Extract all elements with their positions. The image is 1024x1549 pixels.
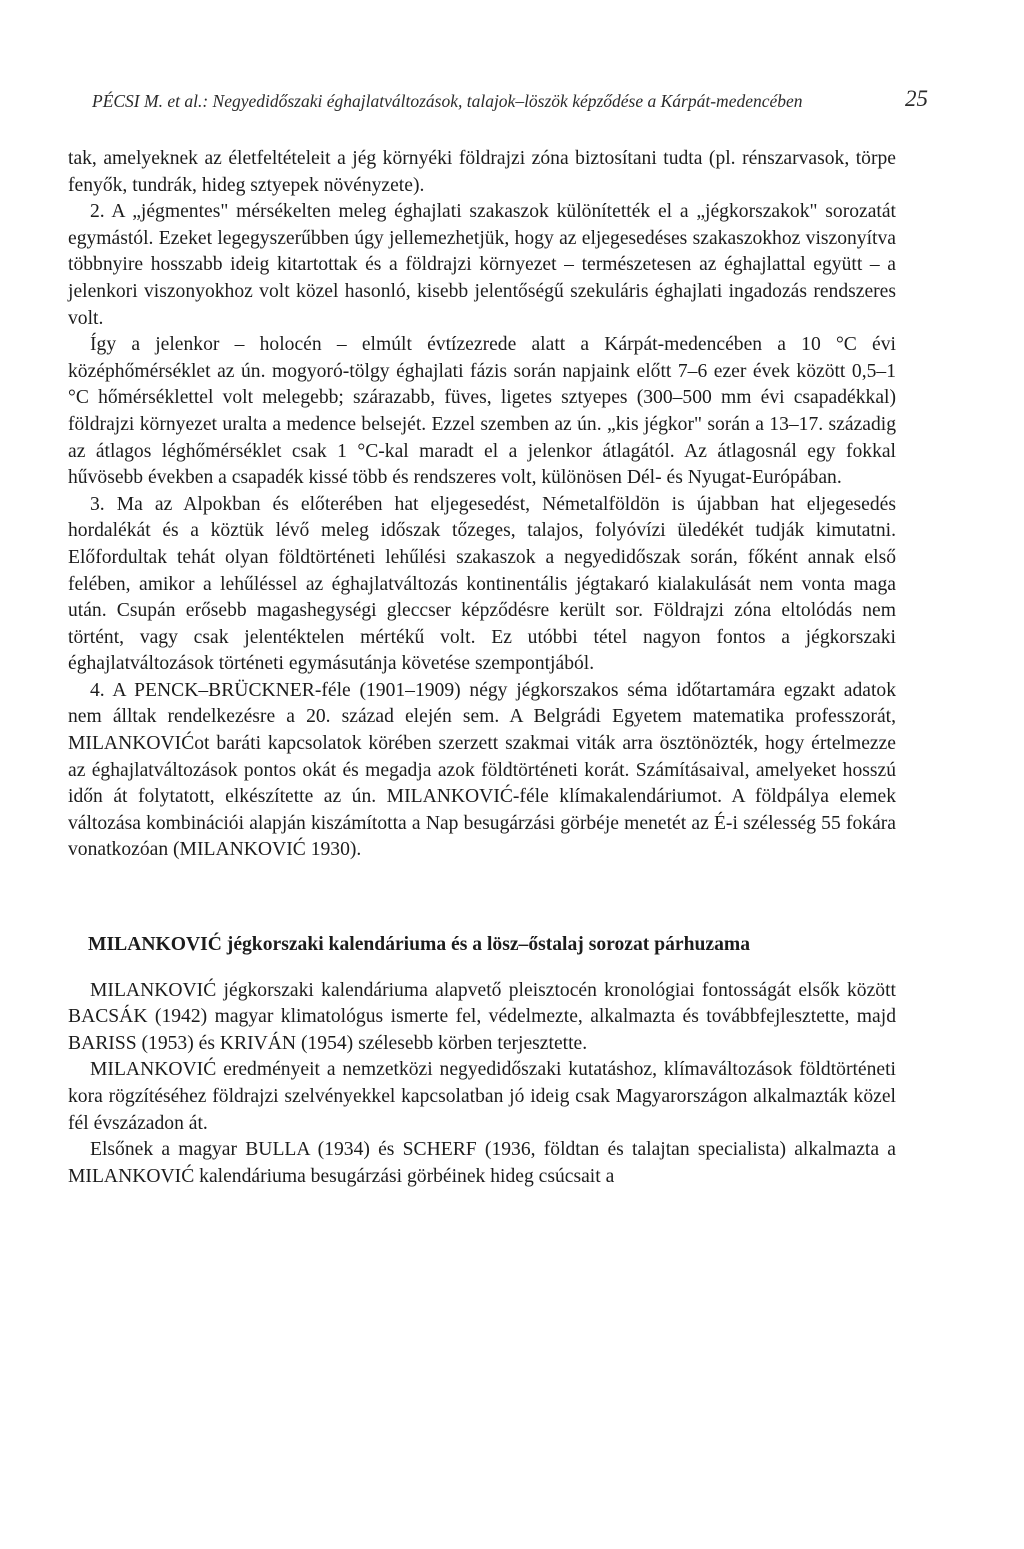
body-text (68, 146, 896, 1190)
paragraph: MILANKOVIĆ eredményeit a nemzetközi negyedidőszaki kutatáshoz, klímaváltozások földtörténeti kora rögzítéséhez földrajzi szelvényekkel kapcsolatban jó ideig csak Magyarországon alkalmazták közel fél évszázadon át. (68, 1059, 896, 1134)
paragraph: 3. Ma az Alpokban és előterében hat eljegesedést, Németalföldön is újabban hat eljegesedés hordalékát és a köztük lévő meleg időszak tőzeges, talajos, folyóvízi üledékét tudják kimutatni. Előfordultak tehát olyan földtörténeti lehűlési szakaszok a negyedidőszak során, főként annak első felében, amikor a lehűléssel az éghajlatváltozás kontinentális jégtakaró kialakulását nem vonta maga után. Csupán erősebb magashegységi gleccser képződésre került sor. Földrajzi zóna eltolódás nem történt, vagy csak jelentéktelen mértékű volt. Ez utóbbi tétel nagyon fontos a jégkorszaki éghajlatváltozások történeti egymásutánja követése szempontjából. (68, 493, 896, 675)
running-header-text: PÉCSI M. et al.: Negyedidőszaki éghajlatváltozások, talajok–löszök képződése a Kárpát-medencében (92, 91, 803, 111)
paragraph: Elsőnek a magyar BULLA (1934) és SCHERF (1936, földtan és talajtan specialista) alkalmazta a MILANKOVIĆ kalendáriuma besugárzási görbéinek hideg csúcsait a (68, 1139, 896, 1187)
paragraph: Így a jelenkor – holocén – elmúlt évtízezrede alatt a Kárpát-medencében a 10 °C évi középhőmérséklet az ún. mogyoró-tölgy éghajlati fázis során napjaink előtt 7–6 ezer évek között 0,5–1 °C hőmérséklettel volt melegebb; szárazabb, füves, ligetes sztyepes (300–500 mm évi csapadékkal) földrajzi környezet uralta a medence belsejét. Ezzel szemben az ún. „kis jégkor" során a 13–17. századig az átlagos léghőmérséklet csak 1 °C-kal maradt el a jelenkor átlagától. Az átlagosnál egy fokkal hűvösebb években a csapadék kissé több és rendszeres volt, különösen Dél- és Nyugat-Európában. (68, 334, 896, 489)
paragraph: MILANKOVIĆ jégkorszaki kalendáriuma alapvető pleisztocén kronológiai fontosságát elsők között BACSÁK (1942) magyar klimatológus ismerte fel, védelmezte, alkalmazta és továbbfejlesztette, majd BARISS (1953) és KRIVÁN (1954) szélesebb körben terjesztette. (68, 979, 896, 1054)
section-heading: MILANKOVIĆ jégkorszaki kalendáriuma és a lösz–őstalaj sorozat párhuzama (88, 934, 750, 956)
paragraph: 4. A PENCK–BRÜCKNER-féle (1901–1909) négy jégkorszakos séma időtartamára egzakt adatok nem álltak rendelkezésre a 20. század elején sem. A Belgrádi Egyetem matematika professzorát, MILANKOVIĆot baráti kapcsolatok körében szerzett szakmai viták arra ösztönözték, hogy értelmezze az éghajlatváltozások pontos okát és megadja azok földtörténeti korát. Számításaival, amelyeket hosszú időn át folytatott, elkészítette az ún. MILANKOVIĆ-féle klímakalendáriumot. A földpálya elemek változása kombinációi alapján kiszámította a Nap besugárzási görbéje menetét az É-i szélesség 55 fokára vonatkozóan (MILANKOVIĆ 1930). (68, 679, 896, 861)
page-number: 25 (905, 86, 928, 111)
running-header (92, 86, 928, 116)
paragraph: 2. A „jégmentes" mérsékelten meleg éghajlati szakaszok különítették el a „jégkorszakok" sorozatát egymástól. Ezeket legegyszerűbben úgy jellemezhetjük, hogy az eljegesedéses szakaszokhoz viszonyítva többnyire hosszabb ideig kitartottak és a földrajzi környezet – természetesen az éghajlattal együtt – a jelenkori viszonyokhoz volt közel hasonló, kisebb jelentőségű szekuláris éghajlati ingadozás rendszeres volt. (68, 201, 896, 329)
paragraph: tak, amelyeknek az életfeltételeit a jég környéki földrajzi zóna biztosítani tudta (pl. rénszarvasok, törpe fenyők, tundrák, hideg sztyepek növényzete). (68, 148, 896, 196)
